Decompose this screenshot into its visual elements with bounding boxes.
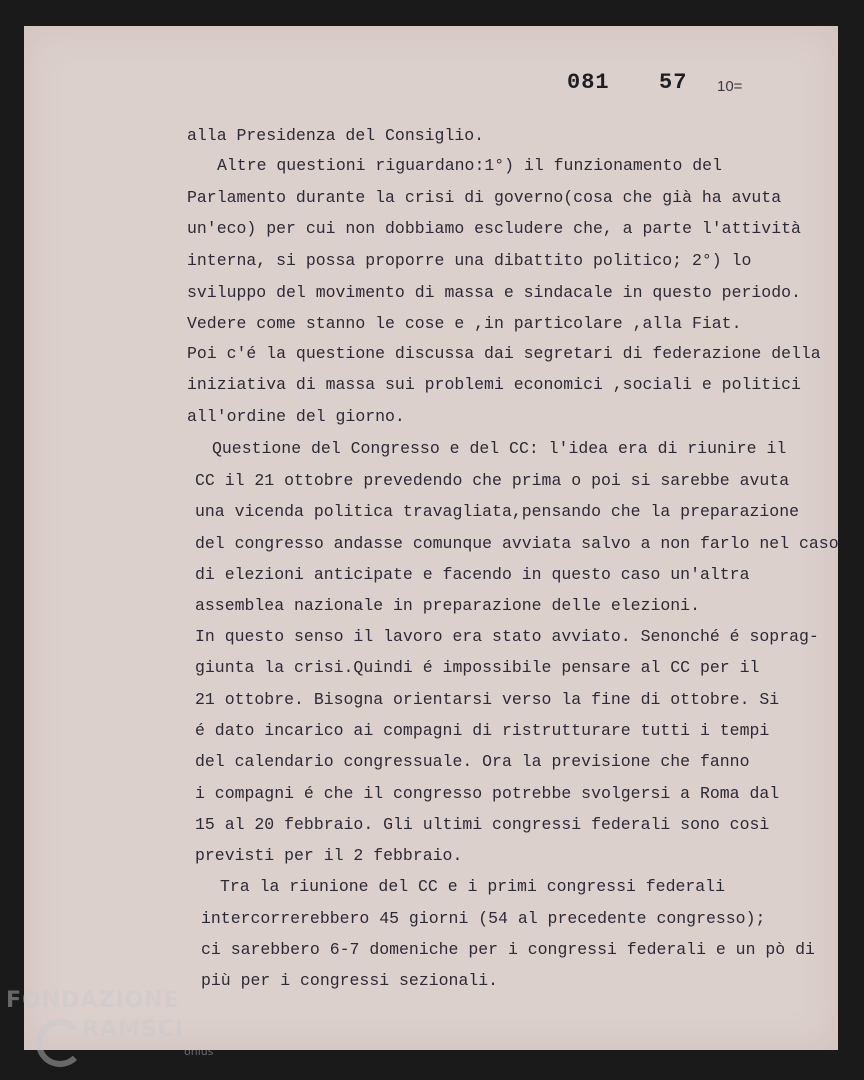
- text-line: una vicenda politica travagliata,pensando che la preparazione: [195, 502, 799, 521]
- text-line: del calendario congressuale. Ora la previsione che fanno: [195, 752, 750, 771]
- watermark-line-3: onlus: [184, 1045, 214, 1058]
- text-line: Questione del Congresso e del CC: l'idea era di riunire il: [212, 439, 787, 458]
- text-line: CC il 21 ottobre prevedendo che prima o poi si sarebbe avuta: [195, 471, 790, 490]
- document-page: [24, 26, 838, 1050]
- archive-page-number: 57: [659, 70, 688, 95]
- text-line: giunta la crisi.Quindi é impossibile pensare al CC per il: [195, 658, 760, 677]
- text-line: intercorrerebbero 45 giorni (54 al precedente congresso);: [201, 909, 766, 928]
- text-line: sviluppo del movimento di massa e sindacale in questo periodo.: [187, 283, 801, 302]
- gramsci-g-logo-icon: [36, 1019, 84, 1067]
- handwritten-page-mark: 10=: [717, 78, 743, 95]
- text-line: assemblea nazionale in preparazione delle elezioni.: [195, 596, 700, 615]
- text-line: Parlamento durante la crisi di governo(cosa che già ha avuta: [187, 188, 782, 207]
- watermark-line-2: RAMSCI: [82, 1017, 185, 1042]
- text-line: alla Presidenza del Consiglio.: [187, 126, 485, 145]
- text-line: In questo senso il lavoro era stato avviato. Senonché é soprag-: [195, 627, 819, 646]
- text-line: i compagni é che il congresso potrebbe svolgersi a Roma dal: [195, 784, 780, 803]
- text-line: Altre questioni riguardano:1°) il funzionamento del: [217, 156, 722, 175]
- text-line: previsti per il 2 febbraio.: [195, 846, 463, 865]
- text-line: 21 ottobre. Bisogna orientarsi verso la fine di ottobre. Si: [195, 690, 780, 709]
- text-line: all'ordine del giorno.: [187, 407, 405, 426]
- text-line: é dato incarico ai compagni di ristrutturare tutti i tempi: [195, 721, 770, 740]
- text-line: Poi c'é la questione discussa dai segretari di federazione della: [187, 344, 821, 363]
- text-line: Tra la riunione del CC e i primi congressi federali: [220, 877, 725, 896]
- fondazione-gramsci-watermark: [6, 988, 216, 1071]
- text-line: un'eco) per cui non dobbiamo escludere che, a parte l'attività: [187, 219, 801, 238]
- text-line: Vedere come stanno le cose e ,in particolare ,alla Fiat.: [187, 314, 742, 333]
- text-line: più per i congressi sezionali.: [201, 971, 499, 990]
- text-line: interna, si possa proporre una dibattito politico; 2°) lo: [187, 251, 752, 270]
- text-line: ci sarebbero 6-7 domeniche per i congressi federali e un pò di: [201, 940, 815, 959]
- watermark-line-1: FONDAZIONE: [6, 988, 180, 1013]
- text-line: di elezioni anticipate e facendo in questo caso un'altra: [195, 565, 750, 584]
- archive-number: 081: [567, 70, 610, 95]
- text-line: 15 al 20 febbraio. Gli ultimi congressi federali sono così: [195, 815, 770, 834]
- text-line: iniziativa di massa sui problemi economici ,sociali e politici: [187, 375, 801, 394]
- text-line: del congresso andasse comunque avviata salvo a non farlo nel caso: [195, 534, 839, 553]
